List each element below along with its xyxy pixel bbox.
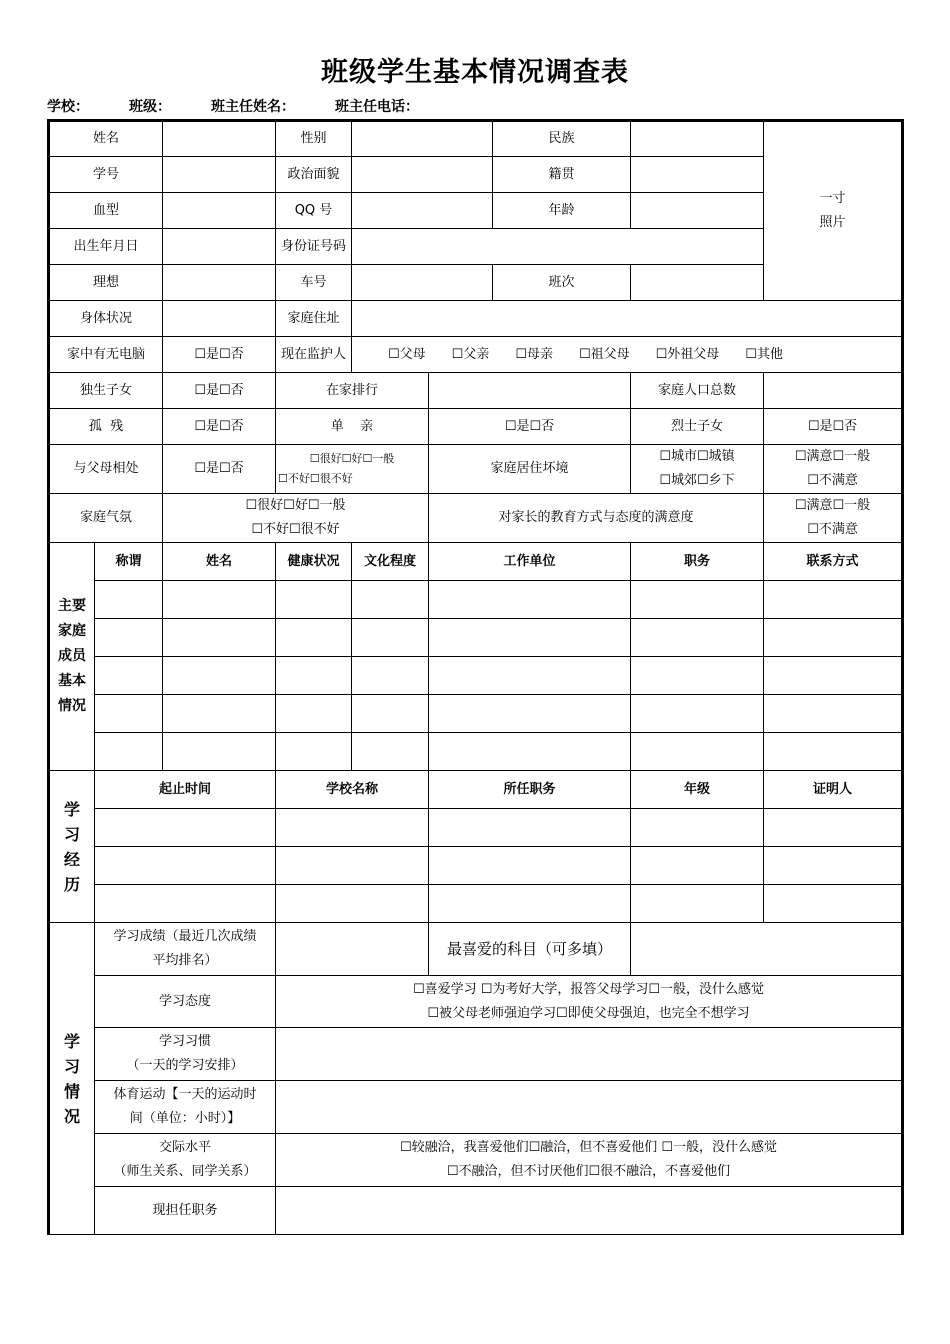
political-status-label: 政治面貌 <box>276 157 352 193</box>
computer-yes-no-checkbox[interactable]: ☐是☐否 <box>163 337 276 373</box>
living-env-satisfaction-line-2: ☐不满意 <box>807 473 858 488</box>
name-field[interactable] <box>163 121 276 157</box>
living-env-satisfaction[interactable] <box>764 445 903 494</box>
history-cell[interactable] <box>631 809 764 847</box>
family-cell[interactable] <box>764 733 903 771</box>
history-row <box>49 809 903 847</box>
form-header <box>47 96 459 116</box>
family-cell[interactable] <box>95 657 163 695</box>
guardian-option-mother[interactable]: ☐母亲 <box>515 346 553 362</box>
family-cell[interactable] <box>163 657 276 695</box>
family-col-health: 健康状况 <box>276 543 352 581</box>
family-cell[interactable] <box>429 657 631 695</box>
car-number-field[interactable] <box>352 265 493 301</box>
history-section-label-4: 历 <box>63 874 80 894</box>
relation-quality-line-2: ☐不好☐很不好 <box>278 472 353 485</box>
family-cell[interactable] <box>429 619 631 657</box>
living-env-label: 家庭居住坏境 <box>429 445 631 494</box>
only-child-checkbox[interactable]: ☐是☐否 <box>163 373 276 409</box>
history-section-label <box>49 771 95 923</box>
blood-type-field[interactable] <box>163 193 276 229</box>
family-cell[interactable] <box>764 657 903 695</box>
guardian-option-other[interactable]: ☐其他 <box>745 346 783 362</box>
photo-label-1: 一寸 <box>819 191 846 206</box>
shift-field[interactable] <box>631 265 764 301</box>
grades-label-line-1: 学习成绩（最近几次成绩 <box>113 929 257 944</box>
favorite-subject-field[interactable] <box>631 923 903 976</box>
single-parent-label: 单 亲 <box>276 409 429 445</box>
family-col-employer: 工作单位 <box>429 543 631 581</box>
position-field[interactable] <box>276 1187 903 1235</box>
family-col-contact: 联系方式 <box>764 543 903 581</box>
parent-edu-satisfaction-label: 对家长的教育方式与态度的满意度 <box>429 494 764 543</box>
history-col-role: 所任职务 <box>429 771 631 809</box>
study-section-label-2: 习 <box>63 1056 80 1076</box>
family-size-field[interactable] <box>764 373 903 409</box>
living-env-options[interactable] <box>631 445 764 494</box>
guardian-option-father[interactable]: ☐父亲 <box>451 346 490 362</box>
sports-label-line-2: 间（单位：小时）】 <box>129 1111 241 1126</box>
only-child-label: 独生子女 <box>49 373 163 409</box>
single-parent-checkbox[interactable]: ☐是☐否 <box>429 409 631 445</box>
history-cell[interactable] <box>95 885 276 923</box>
family-row <box>49 581 903 619</box>
family-section-label-3: 成员 <box>58 648 86 664</box>
student-id-field[interactable] <box>163 157 276 193</box>
history-cell[interactable] <box>764 885 903 923</box>
family-cell[interactable] <box>631 657 764 695</box>
history-section-label-2: 习 <box>63 824 80 844</box>
family-cell[interactable] <box>95 619 163 657</box>
parent-edu-satisfaction-line-1: ☐满意☐一般 <box>794 498 871 513</box>
family-cell[interactable] <box>429 581 631 619</box>
family-cell[interactable] <box>95 695 163 733</box>
relation-quality-options[interactable] <box>276 445 429 494</box>
favorite-subject-label: 最喜爱的科目（可多填） <box>429 923 631 976</box>
study-section-label-1: 学 <box>63 1031 80 1051</box>
guardian-label: 现在监护人 <box>276 337 352 373</box>
family-section-label-2: 家庭 <box>58 623 86 639</box>
age-field[interactable] <box>631 193 764 229</box>
family-row <box>49 733 903 771</box>
history-cell[interactable] <box>764 809 903 847</box>
id-number-field[interactable] <box>352 229 764 265</box>
family-rank-field[interactable] <box>429 373 631 409</box>
study-section-label <box>49 923 95 1235</box>
family-cell[interactable] <box>352 581 429 619</box>
social-label <box>95 1134 276 1187</box>
position-label: 现担任职务 <box>95 1187 276 1235</box>
martyr-child-checkbox[interactable]: ☐是☐否 <box>764 409 903 445</box>
school-label: 学校： <box>47 99 89 115</box>
family-cell[interactable] <box>631 581 764 619</box>
history-cell[interactable] <box>429 847 631 885</box>
living-env-line-2: ☐城郊☐乡下 <box>659 473 735 488</box>
native-place-field[interactable] <box>631 157 764 193</box>
family-col-name: 姓名 <box>163 543 276 581</box>
attitude-label: 学习态度 <box>95 976 276 1028</box>
relation-quality-line-1: ☐很好☐好☐一般 <box>309 452 395 465</box>
qq-label: QQ 号 <box>276 193 352 229</box>
family-cell[interactable] <box>95 581 163 619</box>
habit-label <box>95 1028 276 1081</box>
name-label: 姓名 <box>49 121 163 157</box>
birth-date-field[interactable] <box>163 229 276 265</box>
gender-label: 性别 <box>276 121 352 157</box>
ethnicity-field[interactable] <box>631 121 764 157</box>
photo-label-2: 照片 <box>819 215 846 230</box>
family-cell[interactable] <box>764 581 903 619</box>
martyr-child-label: 烈士子女 <box>631 409 764 445</box>
history-section-label-3: 经 <box>63 849 80 869</box>
family-rank-label: 在家排行 <box>276 373 429 409</box>
address-label: 家庭住址 <box>276 301 352 337</box>
parents-relation-label: 与父母相处 <box>49 445 163 494</box>
ethnicity-label: 民族 <box>493 121 631 157</box>
teacher-phone-label: 班主任电话： <box>335 99 419 115</box>
study-section-label-4: 况 <box>63 1106 80 1126</box>
family-cell[interactable] <box>352 733 429 771</box>
guardian-option-parents[interactable]: ☐父母 <box>388 346 426 362</box>
photo-box[interactable] <box>764 121 903 301</box>
parent-edu-satisfaction-line-2: ☐不满意 <box>807 522 858 537</box>
parents-relation-checkbox[interactable]: ☐是☐否 <box>163 445 276 494</box>
history-col-school: 学校名称 <box>276 771 429 809</box>
family-row <box>49 657 903 695</box>
family-cell[interactable] <box>163 733 276 771</box>
habit-label-line-1: 学习习惯 <box>159 1034 212 1049</box>
sports-label-line-1: 体育运动【一天的运动时 <box>113 1087 257 1102</box>
computer-label: 家中有无电脑 <box>49 337 163 373</box>
political-status-field[interactable] <box>352 157 493 193</box>
history-cell[interactable] <box>429 809 631 847</box>
birth-date-label: 出生年月日 <box>49 229 163 265</box>
family-row <box>49 695 903 733</box>
attitude-options[interactable] <box>276 976 903 1028</box>
study-section-label-3: 情 <box>63 1081 80 1101</box>
orphan-checkbox[interactable]: ☐是☐否 <box>163 409 276 445</box>
habit-field[interactable] <box>276 1028 903 1081</box>
guardian-option-maternal-grandparents[interactable]: ☐外祖父母 <box>655 346 720 362</box>
sports-field[interactable] <box>276 1081 903 1134</box>
sports-label <box>95 1081 276 1134</box>
atmosphere-options[interactable] <box>163 494 429 543</box>
student-id-label: 学号 <box>49 157 163 193</box>
history-cell[interactable] <box>95 847 276 885</box>
family-cell[interactable] <box>163 619 276 657</box>
family-section-label <box>49 543 95 771</box>
habit-label-line-2: （一天的学习安排） <box>126 1058 244 1073</box>
ideal-label: 理想 <box>49 265 163 301</box>
family-col-title: 称谓 <box>95 543 163 581</box>
shift-label: 班次 <box>493 265 631 301</box>
history-row <box>49 847 903 885</box>
class-label: 班级： <box>129 99 171 115</box>
attitude-options-line-1: ☐喜爱学习 ☐为考好大学，报答父母学习☐一般，没什么感觉 <box>412 981 765 997</box>
history-cell[interactable] <box>276 809 429 847</box>
family-col-position: 职务 <box>631 543 764 581</box>
social-options[interactable] <box>276 1134 903 1187</box>
orphan-label: 孤 残 <box>49 409 163 445</box>
car-number-label: 车号 <box>276 265 352 301</box>
history-col-witness: 证明人 <box>764 771 903 809</box>
grades-label <box>95 923 276 976</box>
family-cell[interactable] <box>631 695 764 733</box>
living-env-satisfaction-line-1: ☐满意☐一般 <box>794 449 871 464</box>
history-col-grade: 年级 <box>631 771 764 809</box>
family-cell[interactable] <box>764 619 903 657</box>
grades-label-line-2: 平均排名） <box>152 953 218 968</box>
grades-field[interactable] <box>276 923 429 976</box>
address-field[interactable] <box>352 301 903 337</box>
family-cell[interactable] <box>631 619 764 657</box>
family-row <box>49 619 903 657</box>
native-place-label: 籍贯 <box>493 157 631 193</box>
history-col-period: 起止时间 <box>95 771 276 809</box>
living-env-line-1: ☐城市☐城镇 <box>659 449 735 464</box>
history-section-label-1: 学 <box>63 799 80 819</box>
blood-type-label: 血型 <box>49 193 163 229</box>
family-cell[interactable] <box>95 733 163 771</box>
history-cell[interactable] <box>276 885 429 923</box>
id-number-label: 身份证号码 <box>276 229 352 265</box>
family-cell[interactable] <box>163 581 276 619</box>
family-cell[interactable] <box>352 657 429 695</box>
form-title: 班级学生基本情况调查表 <box>321 57 629 88</box>
atmosphere-label: 家庭气氛 <box>49 494 163 543</box>
teacher-name-label: 班主任姓名： <box>211 99 295 115</box>
family-cell[interactable] <box>276 733 352 771</box>
family-cell[interactable] <box>276 619 352 657</box>
history-cell[interactable] <box>276 847 429 885</box>
atmosphere-line-1: ☐很好☐好☐一般 <box>245 498 346 513</box>
gender-field[interactable] <box>352 121 493 157</box>
social-options-line-1: ☐较融洽，我喜爱他们☐融洽，但不喜爱他们 ☐一般，没什么感觉 <box>399 1140 778 1155</box>
ideal-field[interactable] <box>163 265 276 301</box>
history-cell[interactable] <box>429 885 631 923</box>
family-cell[interactable] <box>276 581 352 619</box>
social-label-line-1: 交际水平 <box>159 1140 212 1155</box>
atmosphere-line-2: ☐不好☐很不好 <box>251 522 340 537</box>
family-cell[interactable] <box>276 657 352 695</box>
history-cell[interactable] <box>95 809 276 847</box>
family-cell[interactable] <box>764 695 903 733</box>
age-label: 年龄 <box>493 193 631 229</box>
history-row <box>49 885 903 923</box>
family-cell[interactable] <box>429 733 631 771</box>
history-cell[interactable] <box>631 885 764 923</box>
health-field[interactable] <box>163 301 276 337</box>
family-cell[interactable] <box>631 733 764 771</box>
family-cell[interactable] <box>163 695 276 733</box>
qq-field[interactable] <box>352 193 493 229</box>
family-size-label: 家庭人口总数 <box>631 373 764 409</box>
family-section-label-5: 情况 <box>58 698 86 714</box>
family-section-label-4: 基本 <box>58 673 86 689</box>
family-cell[interactable] <box>352 619 429 657</box>
social-label-line-2: （师生关系、同学关系） <box>113 1164 257 1179</box>
health-label: 身体状况 <box>49 301 163 337</box>
guardian-options <box>352 337 903 373</box>
guardian-option-grandparents[interactable]: ☐祖父母 <box>578 346 630 362</box>
parent-edu-satisfaction-options[interactable] <box>764 494 903 543</box>
family-cell[interactable] <box>429 695 631 733</box>
history-cell[interactable] <box>631 847 764 885</box>
family-section-label-1: 主要 <box>58 598 86 614</box>
history-cell[interactable] <box>764 847 903 885</box>
family-cell[interactable] <box>352 695 429 733</box>
family-cell[interactable] <box>276 695 352 733</box>
social-options-line-2: ☐不融洽，但不讨厌他们☐很不融洽，不喜爱他们 <box>446 1164 731 1179</box>
family-col-education: 文化程度 <box>352 543 429 581</box>
survey-form-table <box>47 119 904 1235</box>
attitude-options-line-2: ☐被父母老师强迫学习☐即使父母强迫，也完全不想学习 <box>427 1005 750 1021</box>
